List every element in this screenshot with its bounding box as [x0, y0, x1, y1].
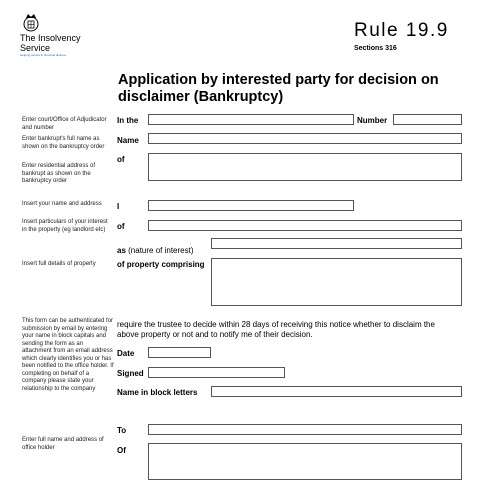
- royal-crest-icon: [20, 12, 42, 34]
- label-block-name: Name in block letters: [117, 388, 198, 397]
- form-title: Application by interested party for decision on disclaimer (Bankruptcy): [118, 72, 439, 105]
- date-input[interactable]: [148, 347, 211, 358]
- label-property: of property comprising: [117, 260, 205, 269]
- note-bankrupt-address: Enter residential address of bankrupt as shown on the bankruptcy order: [22, 163, 96, 184]
- note-property: Insert full details of property: [22, 261, 96, 267]
- bankrupt-address-input[interactable]: [148, 153, 462, 181]
- label-of: of: [117, 155, 125, 164]
- logo-text-line1: The Insolvency: [20, 33, 81, 43]
- note-interest: Insert particulars of your interest in the property (eg landlord etc): [22, 219, 108, 233]
- label-as-suffix: (nature of interest): [125, 246, 194, 255]
- property-input[interactable]: [211, 258, 462, 306]
- note-bankrupt-name: Enter bankrupt's full name as shown on the bankruptcy order: [22, 136, 105, 150]
- label-in-the: In the: [117, 116, 139, 125]
- office-holder-name-input[interactable]: [148, 424, 462, 435]
- your-name-input[interactable]: [148, 200, 354, 211]
- label-of-address: of: [117, 222, 125, 231]
- bankrupt-name-input[interactable]: [148, 133, 462, 144]
- rule-number: Rule 19.9: [354, 20, 449, 41]
- case-number-input[interactable]: [393, 114, 462, 125]
- label-number: Number: [357, 116, 388, 125]
- office-holder-address-input[interactable]: [148, 443, 462, 480]
- rule-sections: Sections 316: [354, 45, 397, 52]
- label-i: I: [117, 202, 120, 211]
- interest-input[interactable]: [211, 238, 462, 249]
- label-name: Name: [117, 136, 139, 145]
- your-address-input[interactable]: [148, 220, 462, 231]
- logo-text-line2: Service: [20, 43, 51, 53]
- label-of-office-holder: Of: [117, 446, 126, 455]
- signature-input[interactable]: [148, 367, 285, 378]
- label-as: as: [117, 246, 126, 255]
- label-signed: Signed: [117, 369, 144, 378]
- note-office-holder: Enter full name and address of office holder: [22, 437, 104, 451]
- note-court: Enter court/Office of Adjudicator and number: [22, 117, 107, 131]
- court-input[interactable]: [148, 114, 354, 125]
- label-nature-of-interest: [117, 240, 194, 258]
- note-authentication: This form can be authenticated for submission by email by entering your name in block capitals and sending the form as an attachment from an email address which clearly identifies you or has been notified to the office holder. If completing on behalf of a company please state your relationship to the company: [22, 318, 114, 392]
- decision-statement: require the trustee to decide within 28 days of receiving this notice whether to disclaim the above property or not and to notify me of their decision.: [117, 320, 435, 339]
- block-name-input[interactable]: [211, 386, 462, 397]
- label-to: To: [117, 426, 127, 435]
- label-date: Date: [117, 349, 135, 358]
- note-your-name: Insert your name and address: [22, 201, 102, 207]
- logo-tagline: Helping people in financial distress: [20, 53, 67, 57]
